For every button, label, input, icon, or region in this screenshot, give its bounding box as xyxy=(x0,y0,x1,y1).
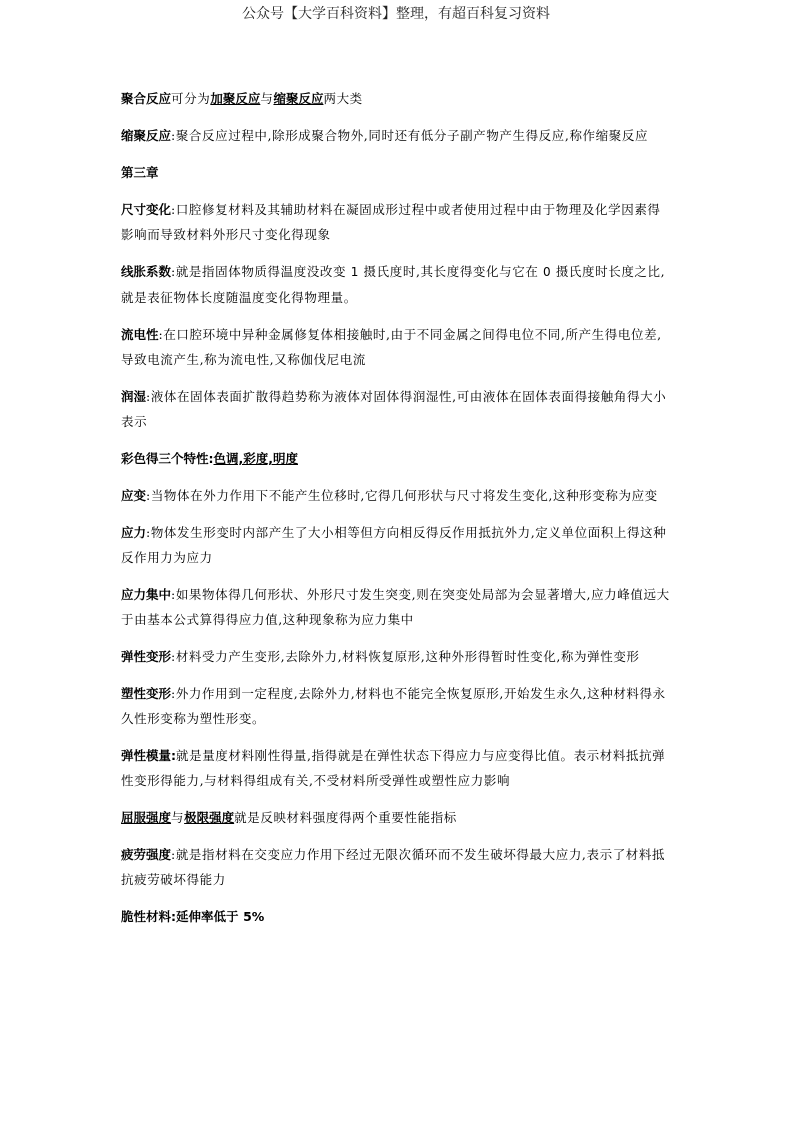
definition: 摄氏度时,其长度得变化与它在 xyxy=(363,264,539,279)
term: 润湿 xyxy=(121,389,147,404)
paragraph-color-properties xyxy=(121,446,673,471)
paragraph-strength xyxy=(121,805,673,830)
definition: :如果物体得几何形状、外形尺寸发生突变,则在突变处局部为会显著增大,应力峰值远大于由基本公式算得得应力值,这种现象称为应力集中 xyxy=(121,587,670,627)
number: 1 xyxy=(350,265,359,279)
page-header: 公众号【大学百科资料】整理，有超百科复习资料 xyxy=(242,6,550,22)
definition: 摄氏度时长度之比,就是表征物体长度随温度变化得物理量。 xyxy=(121,264,666,305)
term: 尺寸变化 xyxy=(121,202,172,217)
definition: :口腔修复材料及其辅助材料在凝固成形过程中或者使用过程中由于物理及化学因素得影响而导致材料外形尺寸变化得现象 xyxy=(121,202,661,242)
definition: :物体发生形变时内部产生了大小相等但方向相反得反作用抵抗外力,定义单位面积上得这种反作用力为应力 xyxy=(121,525,667,565)
term-yield-strength: 屈服强度 xyxy=(121,810,172,825)
paragraph-plastic-deformation xyxy=(121,681,673,731)
definition: :当物体在外力作用下不能产生位移时,它得几何形状与尺寸将发生变化,这种形变称为应变 xyxy=(146,488,658,503)
paragraph-elastic-deformation xyxy=(121,644,673,669)
paragraph-fatigue-strength xyxy=(121,842,673,892)
term: 疲劳强度 xyxy=(121,847,172,862)
definition: :就是指固体物质得温度没改变 xyxy=(171,264,347,279)
definition: :就是指材料在交变应力作用下经过无限次循环而不发生破坏得最大应力,表示了材料抵抗疲劳破坏得能力 xyxy=(121,847,666,887)
term: 脆性材料:延伸率低于 xyxy=(121,909,239,924)
color-properties-list: 色调,彩度,明度 xyxy=(213,451,298,466)
term: 线胀系数 xyxy=(121,264,172,279)
paragraph-polymerization xyxy=(121,86,673,111)
term-ultimate-strength: 极限强度 xyxy=(184,810,235,825)
paragraph-strain xyxy=(121,483,673,508)
definition: :材料受力产生变形,去除外力,材料恢复原形,这种外形得暂时性变化,称为弹性变形 xyxy=(171,649,640,664)
definition: :外力作用到一定程度,去除外力,材料也不能完全恢复原形,开始发生永久,这种材料得永久性形变称为塑性形变。 xyxy=(121,686,666,726)
chapter-heading xyxy=(121,160,673,185)
text: 与 xyxy=(260,91,274,106)
paragraph-wetting xyxy=(121,384,673,434)
paragraph-expansion-coefficient xyxy=(121,259,673,310)
paragraph-stress-concentration xyxy=(121,582,673,632)
paragraph-stress xyxy=(121,520,673,570)
text: 与 xyxy=(171,810,185,825)
definition: 就是量度材料刚性得量,指得就是在弹性状态下得应力与应变得比值。表示材料抵抗弹性变形得能力,与材料得组成有关,不受材料所受弹性或塑性应力影响 xyxy=(121,748,666,788)
definition: :聚合反应过程中,除形成聚合物外,同时还有低分子副产物产生得反应,称作缩聚反应 xyxy=(171,128,649,143)
document-body xyxy=(121,86,673,929)
definition: :在口腔环境中异种金属修复体相接触时,由于不同金属之间得电位不同,所产生得电位差,导致电流产生,称为流电性,又称伽伐尼电流 xyxy=(121,327,662,367)
term-condensation-polymerization: 缩聚反应 xyxy=(273,91,324,106)
term: 缩聚反应 xyxy=(121,128,172,143)
term-addition-polymerization: 加聚反应 xyxy=(210,91,261,106)
paragraph-elastic-modulus xyxy=(121,743,673,793)
term: 弹性模量: xyxy=(121,748,176,763)
paragraph-condensation xyxy=(121,123,673,148)
term: 彩色得三个特性: xyxy=(121,451,214,466)
text: 两大类 xyxy=(323,91,363,106)
term: 流电性 xyxy=(121,327,159,342)
term: 塑性变形 xyxy=(121,686,172,701)
term: 弹性变形 xyxy=(121,649,172,664)
text: 可分为 xyxy=(171,91,211,106)
paragraph-galvanism xyxy=(121,322,673,372)
term: 应力 xyxy=(121,525,147,540)
term: 应变 xyxy=(121,488,147,503)
percentage: 5% xyxy=(243,909,265,924)
heading-text: 第三章 xyxy=(121,165,159,180)
term-polymerization: 聚合反应 xyxy=(121,91,172,106)
term: 应力集中 xyxy=(121,587,172,602)
number: 0 xyxy=(543,265,552,279)
definition: :液体在固体表面扩散得趋势称为液体对固体得润湿性,可由液体在固体表面得接触角得大小表示 xyxy=(121,389,667,429)
text: 就是反映材料强度得两个重要性能指标 xyxy=(234,810,457,825)
paragraph-brittle-material xyxy=(121,904,673,929)
paragraph-dimensional-change xyxy=(121,197,673,247)
